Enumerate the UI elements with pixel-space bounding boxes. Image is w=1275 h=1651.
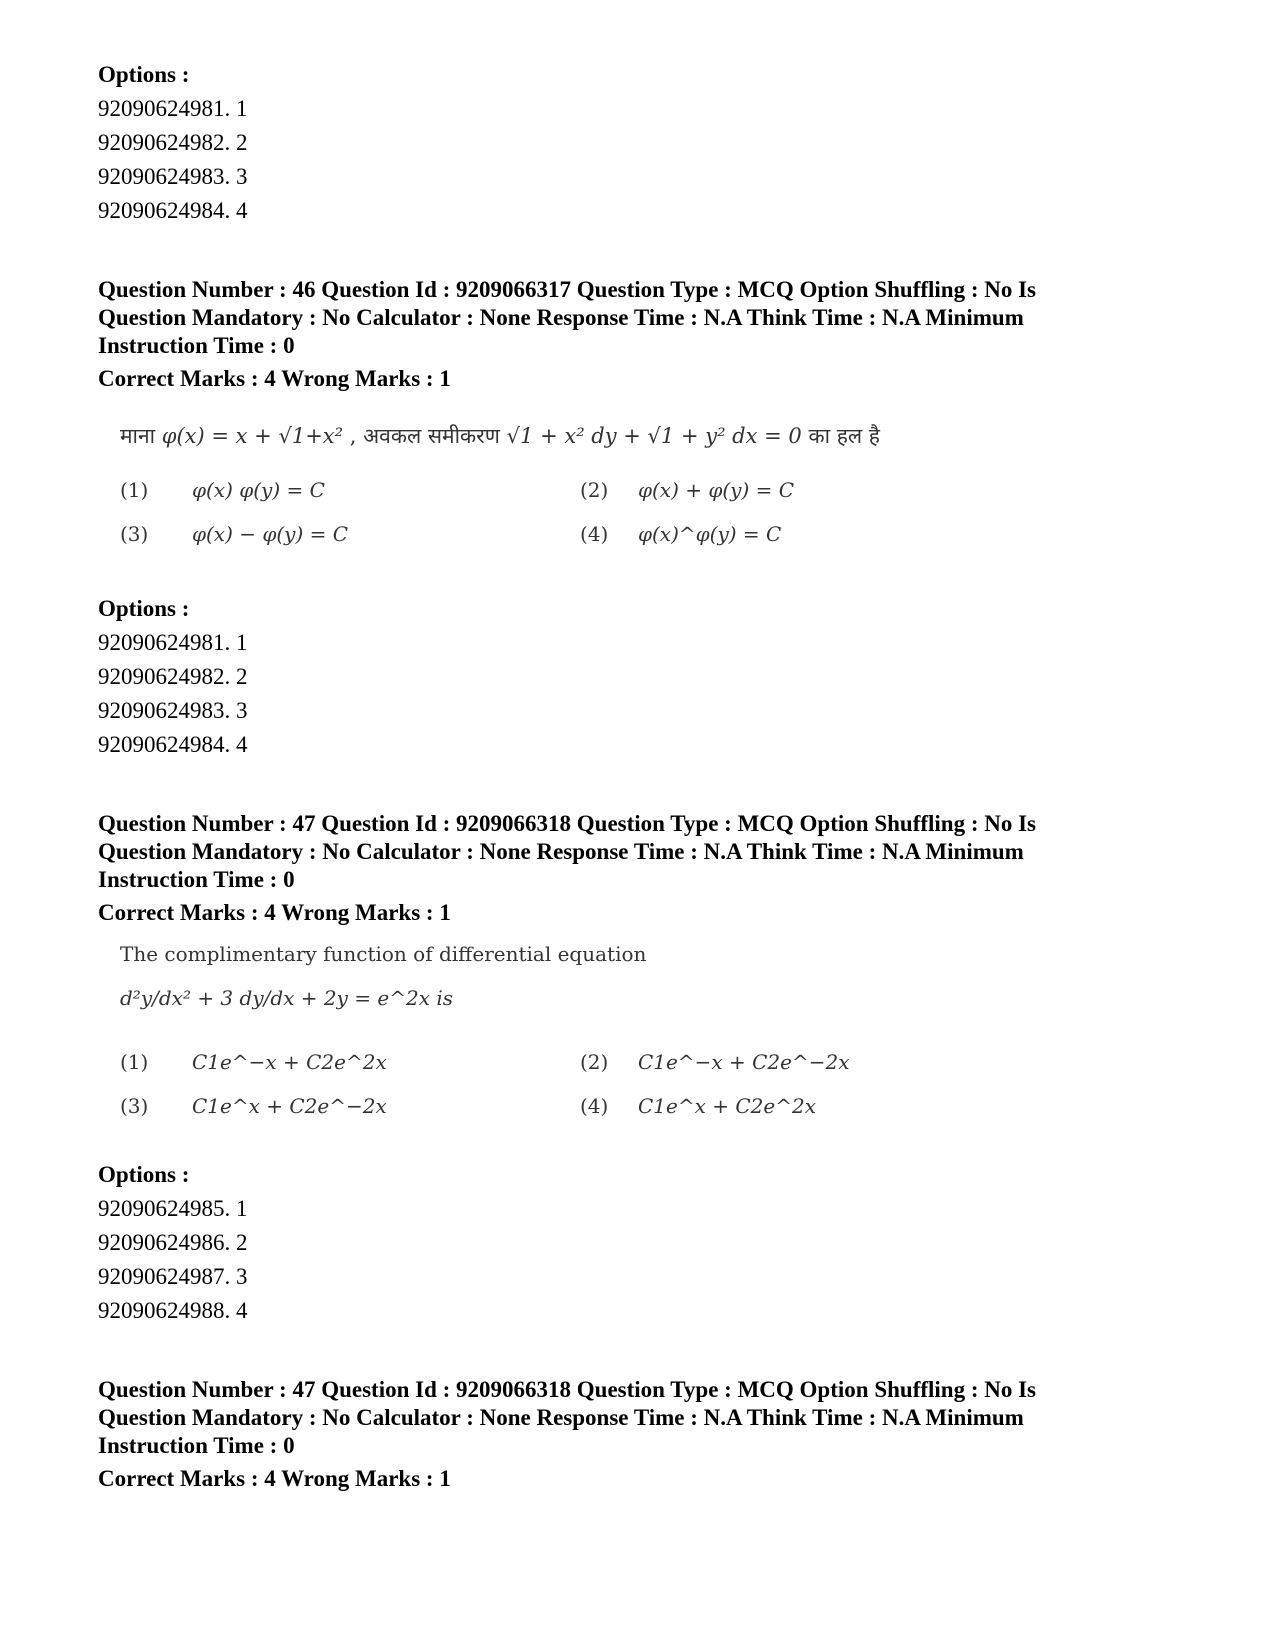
choice-number: (2) <box>580 1050 609 1074</box>
choice-number: (1) <box>120 1050 149 1074</box>
choice-number: (4) <box>580 1094 609 1118</box>
choice-expression: φ(x) − φ(y) = C <box>192 522 349 546</box>
choice-expression: φ(x)^φ(y) = C <box>638 522 782 546</box>
question-header: Question Number : 46 Question Id : 9209066317 Question Type : MCQ Option Shuffling : No Is <box>98 277 1037 302</box>
marks-line: Correct Marks : 4 Wrong Marks : 1 <box>98 900 451 925</box>
stem-text-post: का हल है <box>808 424 880 448</box>
option-line: 92090624982. 2 <box>98 664 248 689</box>
option-line: 92090624983. 3 <box>98 164 248 189</box>
option-line: 92090624985. 1 <box>98 1196 248 1221</box>
option-line: 92090624981. 1 <box>98 630 248 655</box>
stem-equation <box>120 986 453 1010</box>
choice-expression: C1e^x + C2e^−2x <box>192 1094 387 1118</box>
option-line: 92090624982. 2 <box>98 130 248 155</box>
choice-number: (2) <box>580 478 609 502</box>
choice-expression: C1e^−x + C2e^−2x <box>638 1050 850 1074</box>
option-line: 92090624987. 3 <box>98 1264 248 1289</box>
options-block <box>98 58 1178 228</box>
choice-number: (3) <box>120 522 149 546</box>
option-line: 92090624984. 4 <box>98 198 248 223</box>
choice-expression: φ(x) + φ(y) = C <box>638 478 795 502</box>
stem-phi-definition: φ(x) = x + √1+x² <box>161 424 344 448</box>
question-header: Instruction Time : 0 <box>98 867 295 892</box>
options-label: Options : <box>98 1162 190 1187</box>
question-stem: The complimentary function of differential equation <box>120 942 647 966</box>
stem-text-mid: , अवकल समीकरण <box>349 424 500 448</box>
question-header: Question Number : 47 Question Id : 9209066318 Question Type : MCQ Option Shuffling : No Is <box>98 811 1037 836</box>
question-46 <box>98 276 1178 762</box>
stem-equation: √1 + x² dy + √1 + y² dx = 0 <box>506 424 802 448</box>
question-stem <box>120 422 880 450</box>
question-47 <box>98 810 1178 1328</box>
option-line: 92090624983. 3 <box>98 698 248 723</box>
option-line: 92090624988. 4 <box>98 1298 248 1323</box>
question-header: Question Mandatory : No Calculator : None Response Time : N.A Think Time : N.A Minimum <box>98 305 1024 330</box>
choice-expression: C1e^−x + C2e^2x <box>192 1050 387 1074</box>
option-line: 92090624981. 1 <box>98 96 248 121</box>
question-header: Question Mandatory : No Calculator : None Response Time : N.A Think Time : N.A Minimum <box>98 839 1024 864</box>
stem-text-pre: माना <box>120 424 156 448</box>
question-header: Instruction Time : 0 <box>98 333 295 358</box>
option-line: 92090624986. 2 <box>98 1230 248 1255</box>
stem-equation-text: d²y/dx² + 3 dy/dx + 2y = e^2x is <box>120 986 454 1010</box>
choice-number: (4) <box>580 522 609 546</box>
document-page <box>98 58 1178 1496</box>
option-line: 92090624984. 4 <box>98 732 248 757</box>
marks-line: Correct Marks : 4 Wrong Marks : 1 <box>98 1466 451 1491</box>
question-header: Instruction Time : 0 <box>98 1433 295 1458</box>
marks-line: Correct Marks : 4 Wrong Marks : 1 <box>98 366 451 391</box>
question-header: Question Mandatory : No Calculator : None Response Time : N.A Think Time : N.A Minimum <box>98 1405 1024 1430</box>
question-body <box>120 410 1178 580</box>
choice-expression: φ(x) φ(y) = C <box>192 478 325 502</box>
choice-number: (1) <box>120 478 149 502</box>
question-47-repeat <box>98 1376 1178 1496</box>
question-body <box>120 934 1178 1144</box>
choice-number: (3) <box>120 1094 149 1118</box>
options-label: Options : <box>98 62 190 87</box>
question-header: Question Number : 47 Question Id : 9209066318 Question Type : MCQ Option Shuffling : No Is <box>98 1377 1037 1402</box>
options-label: Options : <box>98 596 190 621</box>
choice-expression: C1e^x + C2e^2x <box>638 1094 816 1118</box>
